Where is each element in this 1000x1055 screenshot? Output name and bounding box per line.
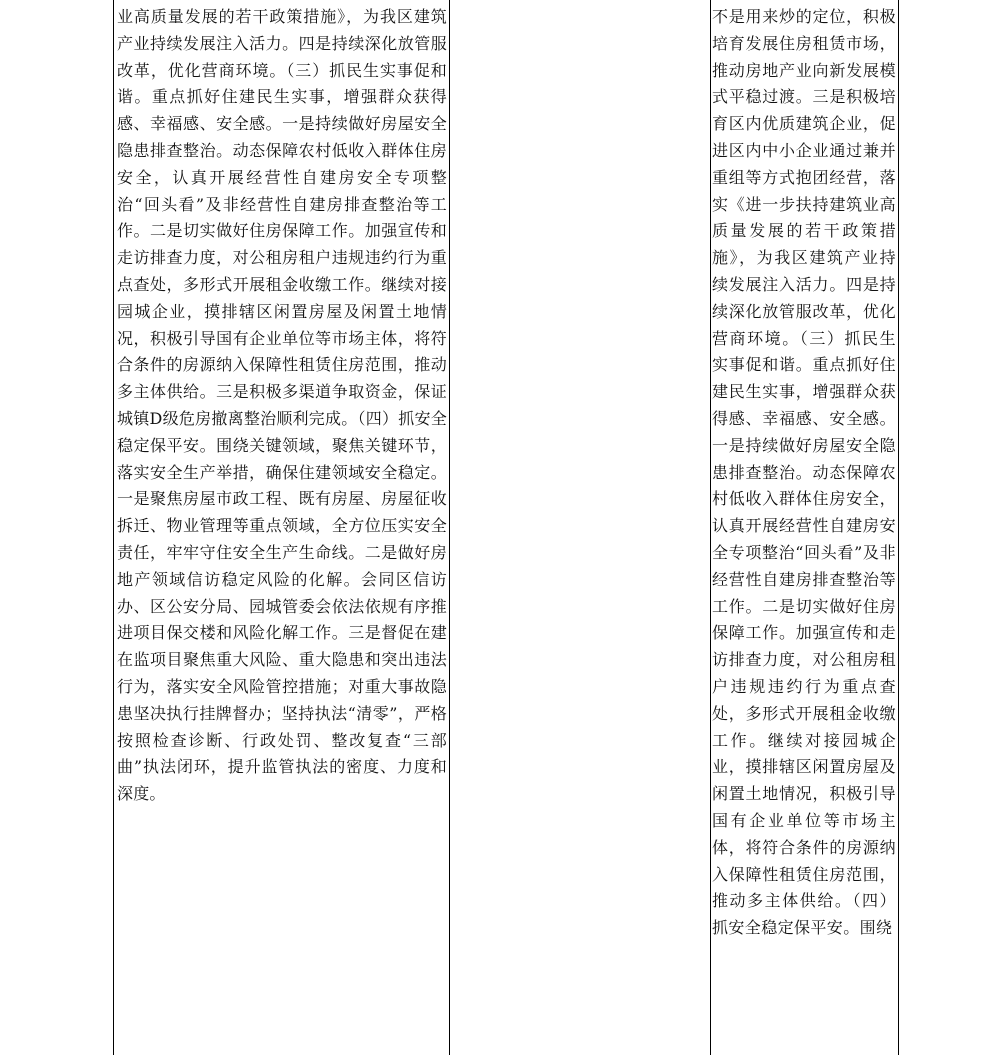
table-border-column-1 — [449, 0, 450, 1055]
table-border-left — [113, 0, 114, 1055]
left-cell-text: 业高质量发展的若干政策措施》，为我区建筑产业持续发展注入活力。四是持续深化放管服改革，优化营商环境。（三）抓民生实事促和谐。重点抓好住建民生实事，增强群众获得感、幸福感、安全感。一是持续做好房屋安全隐患排查整治。动态保障农村低收入群体住房安全，认真开展经营性自建房安全专项整治“回头看”及非经营性自建房排查整治等工作。二是切实做好住房保障工作。加强宣传和走访排查力度，对公租房租户违规违约行为重点查处，多形式开展租金收缴工作。继续对接园城企业，摸排辖区闲置房屋及闲置土地情况，积极引导国有企业单位等市场主体，将符合条件的房源纳入保障性租赁住房范围，推动多主体供给。三是积极多渠道争取资金，保证城镇D级危房撤离整治顺利完成。（四）抓安全稳定保平安。围绕关键领域，聚焦关键环节，落实安全生产举措，确保住建领域安全稳定。一是聚焦房屋市政工程、既有房屋、房屋征收拆迁、物业管理等重点领域，全方位压实安全责任，牢牢守住安全生产生命线。二是做好房地产领域信访稳定风险的化解。会同区信访办、区公安分局、园城管委会依法依规有序推进项目保交楼和风险化解工作。三是督促在建在监项目聚焦重大风险、重大隐患和突出违法行为，落实安全风险管控措施；对重大事故隐患坚决执行挂牌督办；坚持执法“清零”，严格按照检查诊断、行政处罚、整改复查“三部曲”执法闭环，提升监管执法的密度、力度和深度。 — [117, 7, 447, 804]
table-border-right — [898, 0, 899, 1055]
table-border-column-2 — [710, 0, 711, 1055]
table-cell-right — [712, 0, 896, 1055]
right-cell-text: 不是用来炒的定位，积极培育发展住房租赁市场，推动房地产业向新发展模式平稳过渡。三是积极培育区内优质建筑企业，促进区内中小企业通过兼并重组等方式抱团经营，落实《进一步扶持建筑业高质量发展的若干政策措施》，为我区建筑产业持续发展注入活力。四是持续深化放管服改革，优化营商环境。（三）抓民生实事促和谐。重点抓好住建民生实事，增强群众获得感、幸福感、安全感。一是持续做好房屋安全隐患排查整治。动态保障农村低收入群体住房安全，认真开展经营性自建房安全专项整治“回头看”及非经营性自建房排查整治等工作。二是切实做好住房保障工作。加强宣传和走访排查力度，对公租房租户违规违约行为重点查处，多形式开展租金收缴工作。继续对接园城企业，摸排辖区闲置房屋及闲置土地情况，积极引导国有企业单位等市场主体，将符合条件的房源纳入保障性租赁住房范围，推动多主体供给。（四）抓安全稳定保平安。围绕 — [712, 7, 896, 938]
table-cell-middle — [451, 0, 708, 1055]
table-cell-left — [117, 0, 447, 1055]
